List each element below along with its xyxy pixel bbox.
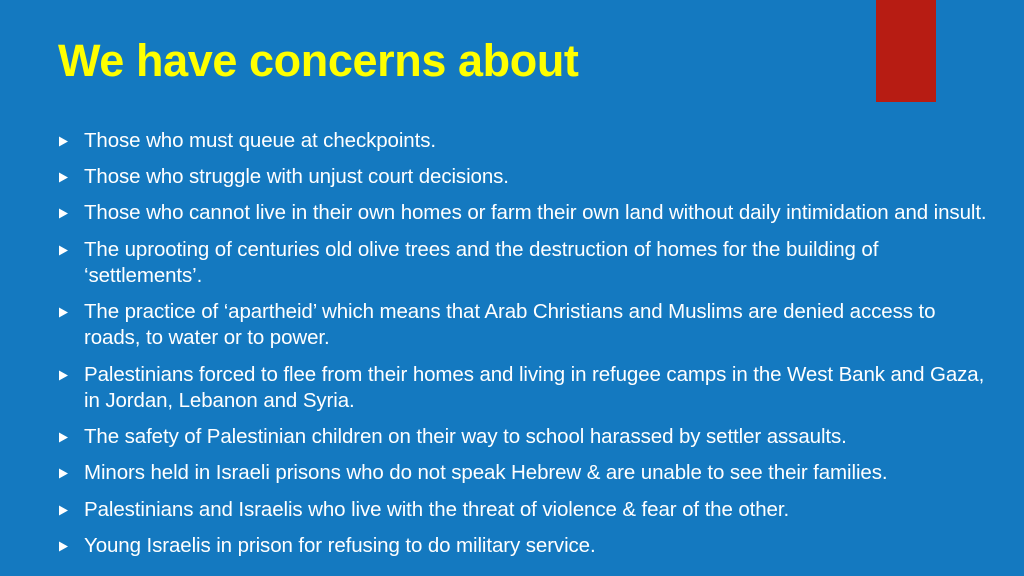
triangle-bullet-icon xyxy=(58,497,84,516)
triangle-bullet-icon xyxy=(58,128,84,147)
triangle-bullet-icon xyxy=(58,460,84,479)
triangle-bullet-icon xyxy=(58,299,84,318)
triangle-bullet-icon xyxy=(58,424,84,443)
list-item xyxy=(58,424,988,450)
list-item xyxy=(58,533,988,559)
list-item-label: The practice of ‘apartheid’ which means that Arab Christians and Muslims are denied access to roads, to water or to power. xyxy=(84,300,936,350)
list-item-label: Palestinians forced to flee from their homes and living in refugee camps in the West Bank and Gaza, in Jordan, Lebanon and Syria. xyxy=(84,362,985,412)
triangle-bullet-icon xyxy=(58,200,84,219)
list-item-label: Those who must queue at checkpoints. xyxy=(84,129,436,152)
triangle-bullet-icon xyxy=(58,237,84,256)
list-item-label: The safety of Palestinian children on their way to school harassed by settler assaults. xyxy=(84,425,847,449)
list-item xyxy=(58,299,988,351)
list-item xyxy=(58,200,988,226)
list-item xyxy=(58,362,988,414)
triangle-bullet-icon xyxy=(58,362,84,381)
list-item xyxy=(58,497,988,523)
bullet-list xyxy=(58,128,988,569)
list-item xyxy=(58,164,988,190)
triangle-bullet-icon xyxy=(58,533,84,552)
list-item-label: Young Israelis in prison for refusing to do military service. xyxy=(84,533,596,557)
list-item-label: Those who struggle with unjust court decisions. xyxy=(84,165,509,189)
list-item xyxy=(58,460,988,486)
list-item-label: Palestinians and Israelis who live with the threat of violence & fear of the other. xyxy=(84,497,790,521)
list-item-label: Those who cannot live in their own homes or farm their own land without daily intimidation and insult. xyxy=(84,201,987,225)
triangle-bullet-icon xyxy=(58,164,84,183)
list-item xyxy=(58,128,988,154)
list-item-label: The uprooting of centuries old olive trees and the destruction of homes for the building of ‘settlements’. xyxy=(84,237,879,287)
list-item-label: Minors held in Israeli prisons who do not speak Hebrew & are unable to see their families. xyxy=(84,461,888,485)
list-item xyxy=(58,237,988,289)
accent-block xyxy=(876,0,936,102)
page-title: We have concerns about xyxy=(58,35,579,86)
